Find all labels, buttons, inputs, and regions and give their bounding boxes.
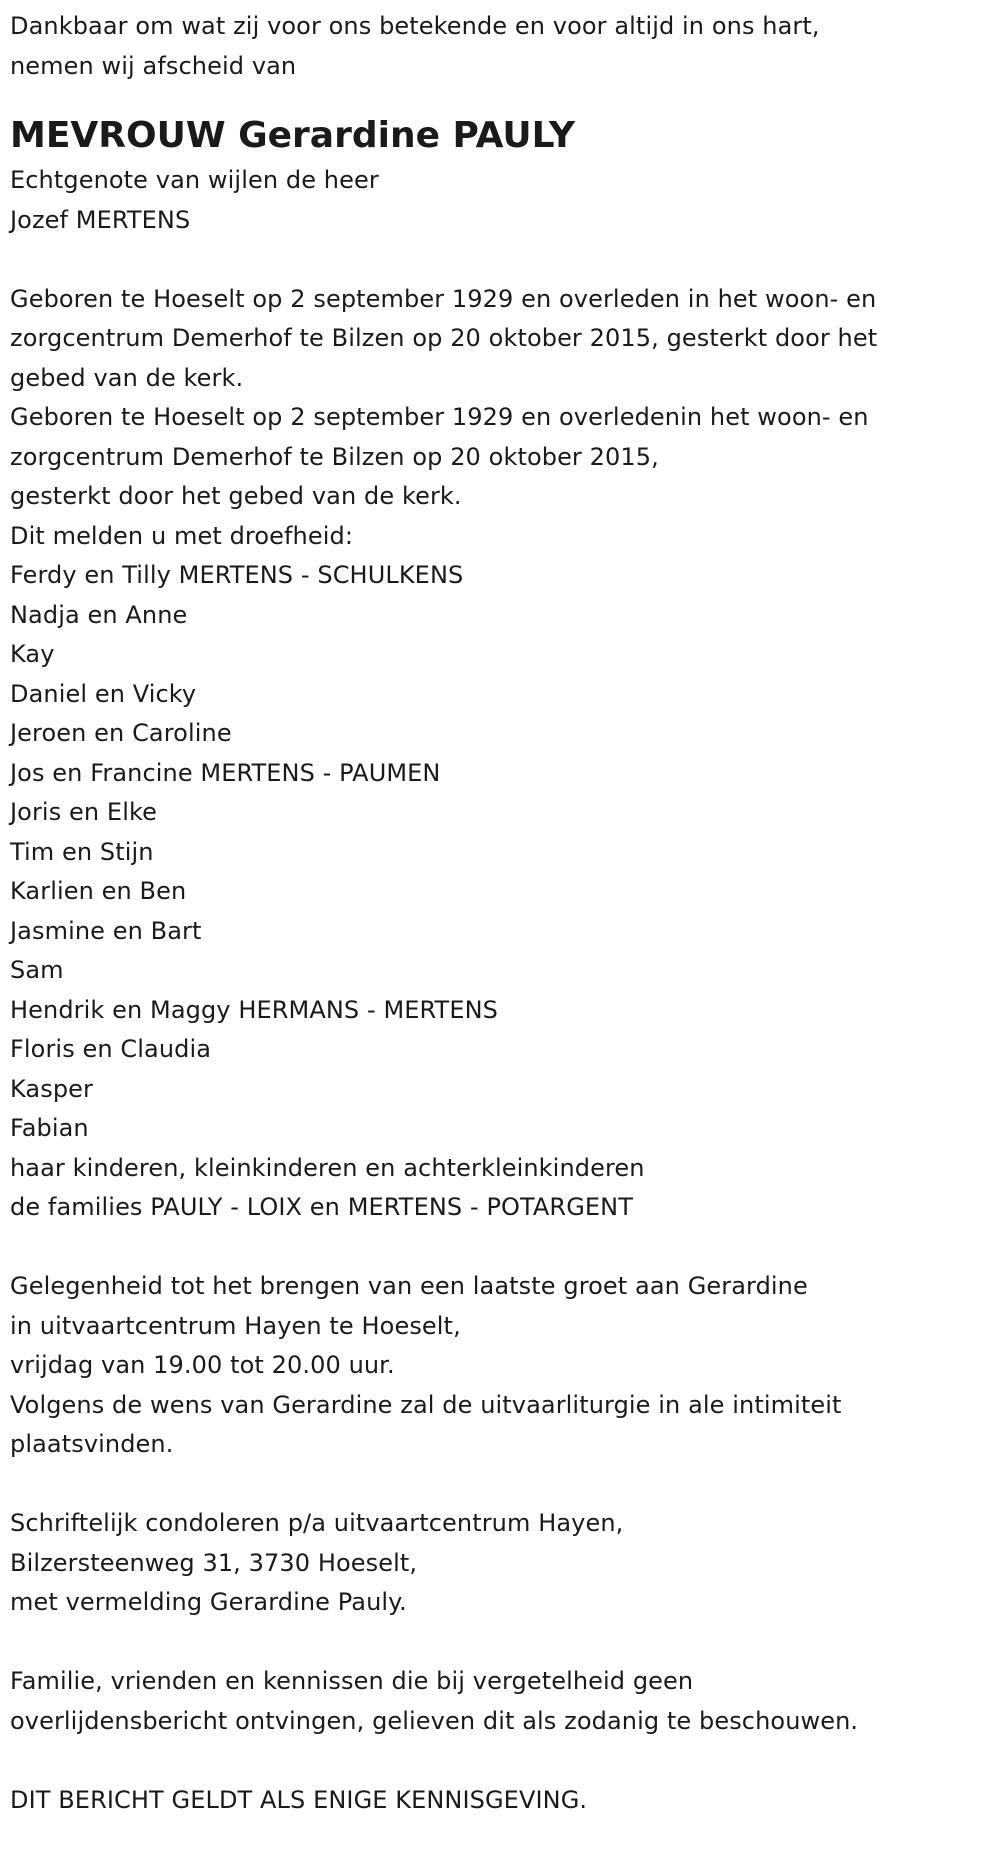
family-member-line: Hendrik en Maggy HERMANS - MERTENS xyxy=(10,995,498,1024)
birth-death-line: Geboren te Hoeselt op 2 september 1929 en overledenin het woon- en xyxy=(10,403,869,431)
condolences-block xyxy=(10,1504,1000,1623)
birth-death-block xyxy=(10,280,1000,557)
condolences-line: Schriftelijk condoleren p/a uitvaartcentrum Hayen, xyxy=(10,1509,624,1537)
spacer xyxy=(10,86,1000,111)
spacer xyxy=(10,240,1000,280)
farewell-block xyxy=(10,1267,1000,1465)
family-member-line: Ferdy en Tilly MERTENS - SCHULKENS xyxy=(10,561,464,589)
farewell-line: vrijdag van 19.00 tot 20.00 uur. xyxy=(10,1351,395,1379)
family-member-line: Floris en Claudia xyxy=(10,1035,212,1063)
family-member-line: de families PAULY - LOIX en MERTENS - POTARGENT xyxy=(10,1193,633,1221)
family-member-line: Fabian xyxy=(10,1114,89,1142)
birth-death-line: gebed van de kerk. xyxy=(10,363,244,392)
family-member-line: Jeroen en Caroline xyxy=(10,719,232,747)
deceased-name-heading: MEVROUW Gerardine PAULY xyxy=(10,115,575,156)
condolences-line: Bilzersteenweg 31, 3730 Hoeselt, xyxy=(10,1548,418,1577)
farewell-line: Gelegenheid tot het brengen van een laatste groet aan Gerardine xyxy=(10,1272,808,1300)
intro-block xyxy=(10,7,1000,86)
family-member-line: haar kinderen, kleinkinderen en achterkleinkinderen xyxy=(10,1153,645,1182)
spouse-line: Echtgenote van wijlen de heer xyxy=(10,166,379,194)
farewell-line: Volgens de wens van Gerardine zal de uitvaarliturgie in ale intimiteit xyxy=(10,1390,842,1419)
spacer xyxy=(10,1623,1000,1663)
notice-block xyxy=(10,1662,1000,1741)
closing-statement: DIT BERICHT GELDT ALS ENIGE KENNISGEVING. xyxy=(10,1785,588,1814)
family-member-line: Jos en Francine MERTENS - PAUMEN xyxy=(10,758,441,787)
notice-line: Familie, vrienden en kennissen die bij vergetelheid geen xyxy=(10,1667,694,1695)
condolences-line: met vermelding Gerardine Pauly. xyxy=(10,1588,407,1616)
announcement-line: Dit melden u met droefheid: xyxy=(10,521,354,550)
intro-line: Dankbaar om wat zij voor ons betekende en voor altijd in ons hart, xyxy=(10,12,820,40)
birth-death-line: zorgcentrum Demerhof te Bilzen op 20 oktober 2015, xyxy=(10,442,659,471)
birth-death-line: gesterkt door het gebed van de kerk. xyxy=(10,482,462,510)
family-member-line: Kasper xyxy=(10,1074,93,1103)
family-member-line: Kay xyxy=(10,640,55,668)
spacer xyxy=(10,1465,1000,1505)
family-member-line: Jasmine en Bart xyxy=(10,916,202,945)
family-list xyxy=(10,556,1000,1228)
spacer xyxy=(10,1741,1000,1781)
family-member-line: Karlien en Ben xyxy=(10,877,187,905)
birth-death-line: zorgcentrum Demerhof te Bilzen op 20 oktober 2015, gesterkt door het xyxy=(10,324,878,352)
farewell-line: in uitvaartcentrum Hayen te Hoeselt, xyxy=(10,1311,461,1340)
family-member-line: Tim en Stijn xyxy=(10,837,154,866)
spouse-block xyxy=(10,161,1000,240)
spouse-line: Jozef MERTENS xyxy=(10,205,191,234)
family-member-line: Joris en Elke xyxy=(10,798,157,826)
farewell-line: plaatsvinden. xyxy=(10,1430,174,1458)
intro-line: nemen wij afscheid van xyxy=(10,51,297,80)
birth-death-line: Geboren te Hoeselt op 2 september 1929 en overleden in het woon- en xyxy=(10,284,877,313)
notice-line: overlijdensbericht ontvingen, gelieven dit als zodanig te beschouwen. xyxy=(10,1706,859,1735)
spacer xyxy=(10,1228,1000,1268)
family-member-line: Nadja en Anne xyxy=(10,600,188,629)
family-member-line: Daniel en Vicky xyxy=(10,679,197,708)
family-member-line: Sam xyxy=(10,956,64,984)
